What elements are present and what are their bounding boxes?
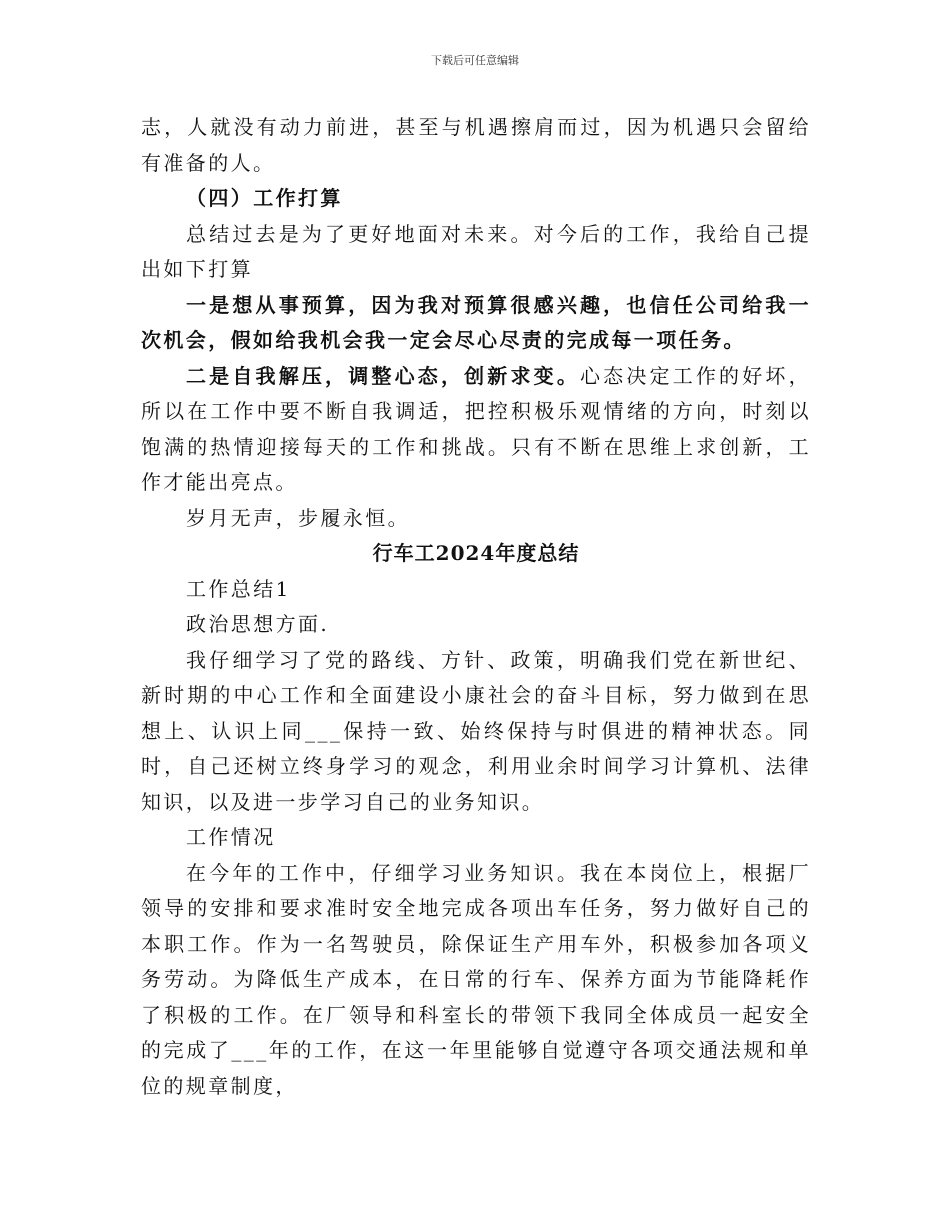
heading-summary-1: 工作总结1 <box>186 576 291 601</box>
paragraph-work: 在今年的工作中，仔细学习业务知识。我在本岗位上，根据厂领导的安排和要求准时安全地完成各项出车任务，努力做好自己的本职工作。作为一名驾驶员，除保证生产用车外，积极参加各项义务劳动。为降低生产成本，在日常的行车、保养方面为节能降耗作了积极的工作。在厂领导和科室长的带领下我同全体成员一起安全的完成了___年的工作，在这一年里能够自觉遵守各项交通法规和单位的规章制度， <box>141 860 811 1098</box>
paragraph-continuation: 志，人就没有动力前进，甚至与机遇擦肩而过，因为机遇只会留给有准备的人。 <box>141 115 811 175</box>
section-heading-plan: （四）工作打算 <box>186 186 343 210</box>
heading-politics: 政治思想方面. <box>186 612 330 636</box>
paragraph-closing: 岁月无声，步履永恒。 <box>186 505 410 530</box>
plan-two-body: 心态决定工作的好坏，所以在工作中要不断自我调适，把控积极乐观情绪的方向，时刻以饱满的热情迎接每天的工作和挑战。只有不断在思维上求创新，工作才能出亮点。 <box>141 363 811 494</box>
page-header-note: 下载后可任意编辑 <box>431 54 519 67</box>
plan-two-lead: 二是自我解压，调整心态，创新求变。 <box>186 363 580 388</box>
paragraph-plan-one: 一是想从事预算，因为我对预算很感兴趣，也信任公司给我一次机会，假如给我机会我一定会尽心尽责的完成每一项任务。 <box>141 292 811 352</box>
heading-work: 工作情况 <box>186 825 276 849</box>
paragraph-plan-intro: 总结过去是为了更好地面对未来。对今后的工作，我给自己提出如下打算 <box>141 221 811 281</box>
document-title: 行车工2024年度总结 <box>372 541 580 565</box>
paragraph-plan-two <box>141 359 811 501</box>
paragraph-politics: 我仔细学习了党的路线、方针、政策，明确我们党在新世纪、新时期的中心工作和全面建设小康社会的奋斗目标，努力做到在思想上、认识上同___保持一致、始终保持与时俱进的精神状态。同时，自己还树立终身学习的观念，利用业余时间学习计算机、法律知识，以及进一步学习自己的业务知识。 <box>141 647 811 814</box>
document-body <box>141 110 811 1104</box>
